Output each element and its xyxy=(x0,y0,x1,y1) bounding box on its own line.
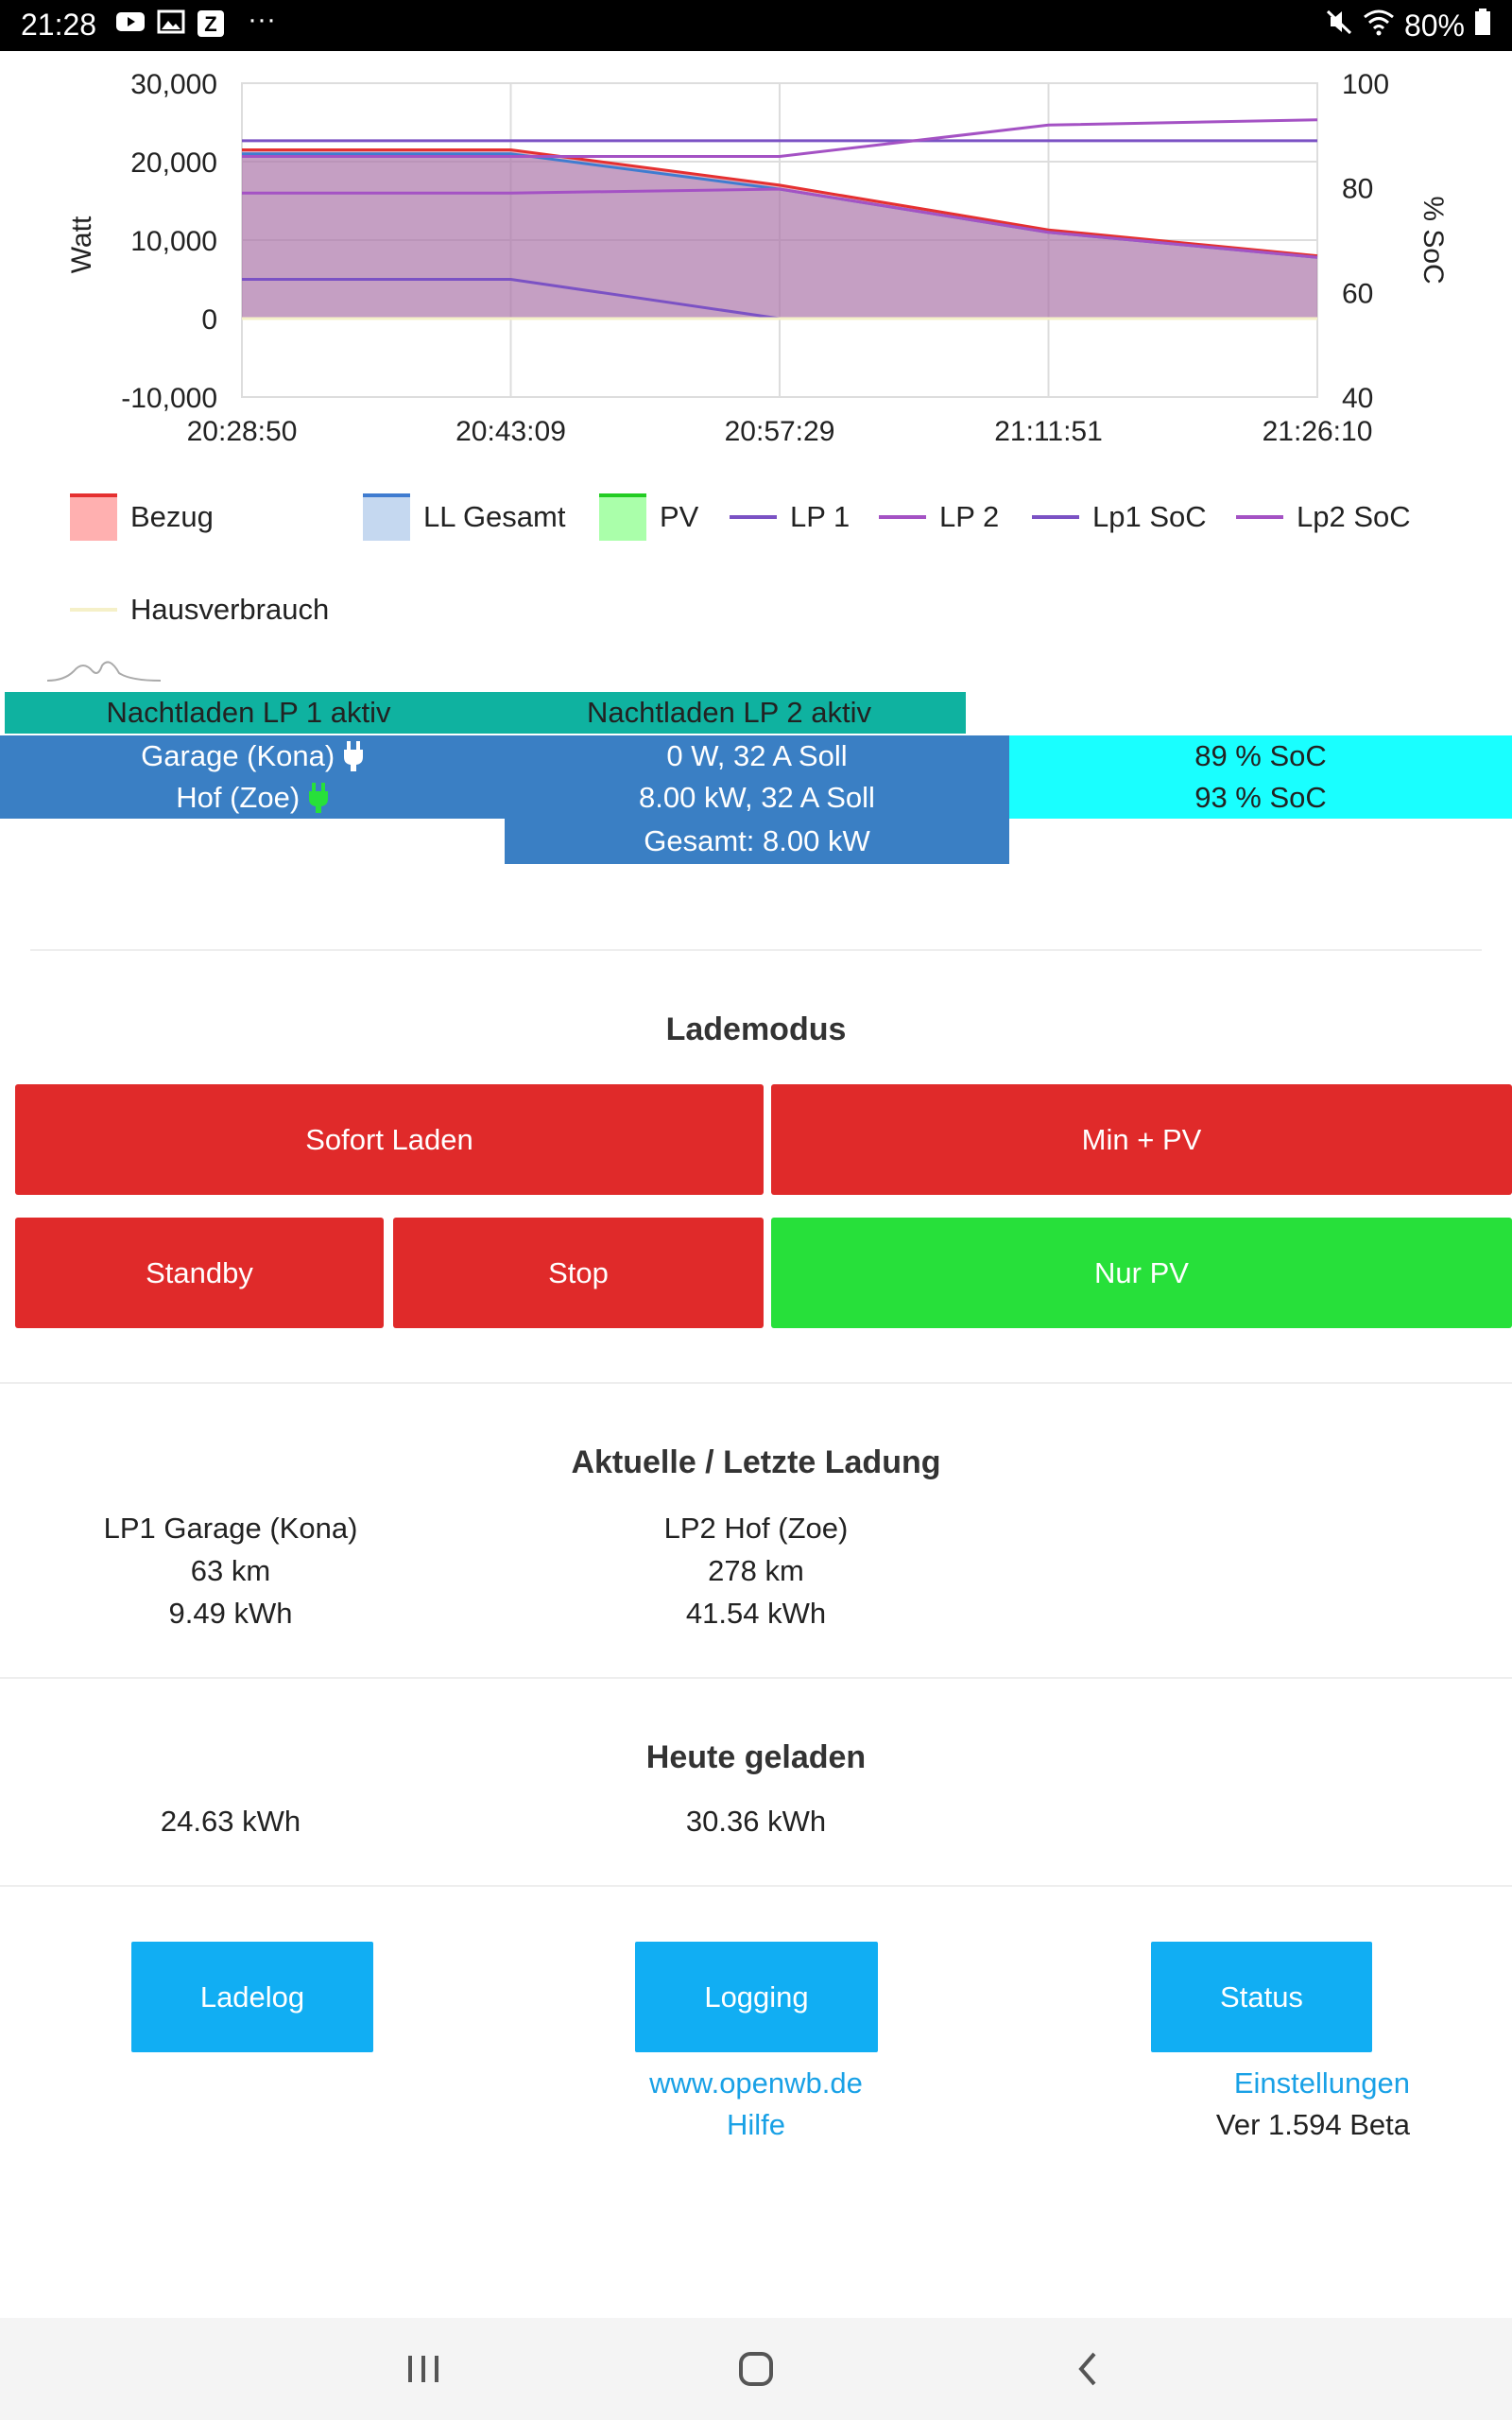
chargepoint-1-power: 0 W, 32 A Soll xyxy=(505,735,1009,777)
more-notifications: ··· xyxy=(248,4,276,35)
legend-item[interactable] xyxy=(363,492,565,543)
stop-button[interactable]: Stop xyxy=(393,1218,764,1328)
chargepoint-1-label: Garage (Kona) xyxy=(141,739,335,772)
legend-item[interactable] xyxy=(599,492,698,543)
chargepoint-1-soc: 89 % SoC xyxy=(1009,735,1512,777)
sofort-laden-button[interactable]: Sofort Laden xyxy=(15,1084,764,1195)
legend-swatch xyxy=(363,493,410,541)
legend-label: LP 2 xyxy=(939,500,1000,533)
chargepoint-2-label: Hof (Zoe) xyxy=(176,781,301,814)
chargepoint-2-soc: 93 % SoC xyxy=(1009,777,1512,819)
version-label: Ver 1.594 Beta xyxy=(1215,2108,1410,2141)
y-tick-label-left: 10,000 xyxy=(130,226,217,257)
today-lp1: 24.63 kWh xyxy=(160,1805,301,1838)
chargepoint-2-power: 8.00 kW, 32 A Soll xyxy=(505,777,1009,819)
legend-label: LP 1 xyxy=(790,500,850,533)
last-charge-lp2-range: 278 km xyxy=(708,1554,804,1587)
x-tick-label: 21:26:10 xyxy=(1262,416,1373,447)
last-charge-lp1 xyxy=(42,1507,420,1634)
standby-button[interactable]: Standby xyxy=(15,1218,384,1328)
last-charge-lp2 xyxy=(567,1507,945,1634)
last-charge-lp1-range: 63 km xyxy=(190,1554,271,1587)
last-charge-title: Aktuelle / Letzte Ladung xyxy=(571,1444,941,1480)
settings-link[interactable]: Einstellungen xyxy=(1233,2066,1410,2100)
divider xyxy=(30,949,1482,951)
clock: 21:28 xyxy=(21,8,97,42)
chargepoint-1-name[interactable] xyxy=(0,735,505,777)
y-tick-label-right: 100 xyxy=(1342,69,1390,100)
night-charging-lp2: Nachtladen LP 2 aktiv xyxy=(492,692,966,734)
legend-label: PV xyxy=(660,500,699,533)
plug-icon xyxy=(308,783,329,813)
legend-swatch xyxy=(70,493,117,541)
last-charge-lp1-energy: 9.49 kWh xyxy=(168,1597,293,1630)
total-power: Gesamt: 8.00 kW xyxy=(505,819,1009,864)
legend-item[interactable] xyxy=(70,584,329,635)
status-button[interactable]: Status xyxy=(1151,1942,1372,2052)
legend-item[interactable] xyxy=(879,492,999,543)
y-tick-label-left: 30,000 xyxy=(130,69,217,100)
last-charge-lp2-energy: 41.54 kWh xyxy=(685,1597,827,1630)
last-charge-lp2-name: LP2 Hof (Zoe) xyxy=(663,1512,849,1545)
chargepoint-2-name[interactable] xyxy=(0,777,505,819)
help-link[interactable]: Hilfe xyxy=(726,2108,785,2141)
last-charge-lp1-name: LP1 Garage (Kona) xyxy=(103,1512,358,1545)
y-tick-label-left: 0 xyxy=(201,304,217,336)
divider xyxy=(0,1677,1512,1679)
legend-swatch xyxy=(1236,515,1283,519)
system-nav-bar xyxy=(0,2318,1512,2420)
youtube-icon xyxy=(115,9,146,41)
mute-icon xyxy=(1325,8,1353,43)
divider xyxy=(0,1885,1512,1887)
plug-icon xyxy=(343,741,364,771)
ladelog-button[interactable]: Ladelog xyxy=(131,1942,373,2052)
y-axis-label-left: Watt xyxy=(66,216,97,274)
battery-icon xyxy=(1474,8,1491,43)
lademodus-title: Lademodus xyxy=(665,1011,847,1047)
legend-item[interactable] xyxy=(1236,492,1411,543)
night-charging-lp1: Nachtladen LP 1 aktiv xyxy=(5,692,492,734)
status-bar xyxy=(0,0,1512,51)
legend-swatch xyxy=(1032,515,1079,519)
legend-label: Bezug xyxy=(130,500,214,533)
website-link[interactable]: www.openwb.de xyxy=(649,2066,863,2100)
x-tick-label: 20:43:09 xyxy=(455,416,566,447)
legend-swatch xyxy=(70,608,117,612)
nur-pv-button[interactable]: Nur PV xyxy=(771,1218,1512,1328)
legend-swatch xyxy=(879,515,926,519)
y-tick-label-right: 40 xyxy=(1342,383,1374,414)
min-pv-button[interactable]: Min + PV xyxy=(771,1084,1512,1195)
legend-swatch xyxy=(599,493,646,541)
legend-label: LL Gesamt xyxy=(423,500,566,533)
legend-label: Lp1 SoC xyxy=(1092,500,1207,533)
legend-item[interactable] xyxy=(1032,492,1207,543)
divider xyxy=(0,1382,1512,1384)
back-icon[interactable] xyxy=(1068,2346,1109,2396)
logging-button[interactable]: Logging xyxy=(635,1942,878,2052)
x-tick-label: 20:28:50 xyxy=(186,416,298,447)
legend-label: Lp2 SoC xyxy=(1297,500,1411,533)
svg-text:Z: Z xyxy=(204,12,217,36)
legend-item[interactable] xyxy=(70,492,214,543)
legend-label: Hausverbrauch xyxy=(130,593,330,626)
y-tick-label-left: 20,000 xyxy=(130,147,217,179)
y-tick-label-left: -10,000 xyxy=(121,383,217,414)
today-lp2: 30.36 kWh xyxy=(685,1805,827,1838)
today-title: Heute geladen xyxy=(645,1739,867,1775)
legend-item[interactable] xyxy=(730,492,850,543)
home-icon[interactable] xyxy=(733,2346,779,2396)
y-axis-label-right: % SoC xyxy=(1418,196,1449,285)
zedge-icon xyxy=(197,9,225,44)
x-tick-label: 21:11:51 xyxy=(994,416,1103,447)
recent-apps-icon[interactable] xyxy=(403,2346,444,2396)
x-tick-label: 20:57:29 xyxy=(724,416,835,447)
battery-level: 80% xyxy=(1403,8,1465,43)
legend-swatch xyxy=(730,515,777,519)
y-tick-label-right: 60 xyxy=(1342,278,1374,310)
y-tick-label-right: 80 xyxy=(1342,173,1374,205)
wifi-icon xyxy=(1363,8,1395,43)
mini-chart-icon[interactable] xyxy=(45,652,163,689)
gallery-icon xyxy=(157,9,185,41)
